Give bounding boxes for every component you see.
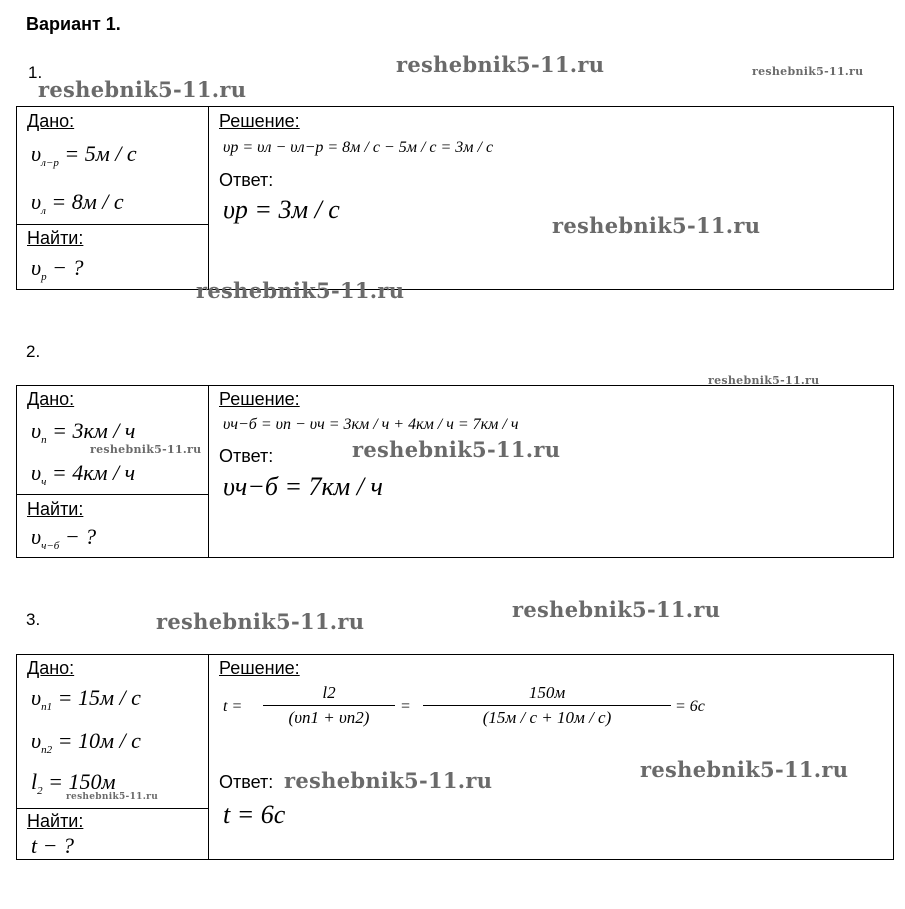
watermark: reshebnik5-11.ru [284,768,493,793]
answer-equation: υр = 3м / с [223,195,340,224]
watermark: reshebnik5-11.ru [752,65,864,78]
answer-label: Ответ: [219,772,274,792]
given-line: $\upsilon_{л-р} = 5м / с$ [31,141,137,169]
given-line: $l_2 = 150м$ [31,769,116,797]
solution-rhs: = 6с [675,698,705,715]
solution-lhs: t = [223,698,243,715]
problem-number: 1. [28,63,43,82]
solution-label: Решение: [219,389,300,409]
given-line: $\upsilon_{п2} = 10м / с$ [31,728,141,756]
watermark: reshebnik5-11.ru [396,52,605,77]
find-line: $\upsilon_р$ − ? [31,255,84,283]
watermark: reshebnik5-11.ru [90,443,202,456]
solution-label: Решение: [219,658,300,678]
answer-equation: υч−б = 7км / ч [223,472,383,501]
watermark: reshebnik5-11.ru [552,213,761,238]
given-label: Дано: [27,111,75,131]
watermark: reshebnik5-11.ru [512,597,721,622]
problem-1-table [16,106,894,290]
watermark: reshebnik5-11.ru [38,77,247,102]
watermark: reshebnik5-11.ru [352,437,561,462]
watermark: reshebnik5-11.ru [640,757,849,782]
problem-number: 3. [26,610,41,629]
watermark: reshebnik5-11.ru [196,278,405,303]
find-line: $\upsilon_{ч-б}$ − ? [31,524,97,552]
solution-equation: υч−б = υп − υч = 3км / ч + 4км / ч = 7км / ч [223,416,519,433]
answer-label: Ответ: [219,446,274,466]
find-label: Найти: [27,499,84,519]
answer-equation: t = 6с [223,800,286,829]
find-label: Найти: [27,811,84,831]
fraction-time: l2 (υп1 + υп2) [263,683,395,728]
problem-2-table [16,385,894,558]
find-line: t − ? [31,833,74,858]
watermark: reshebnik5-11.ru [66,792,159,802]
given-line: $\upsilon_{п1} = 15м / с$ [31,685,141,713]
fraction-values: 150м (15м / с + 10м / с) [423,683,671,728]
watermark: reshebnik5-11.ru [156,609,365,634]
find-label: Найти: [27,228,84,248]
problem-3-table: Дано: $\upsilon_{п1} = 15м / с$ $\upsilon_{п2} = 10м / с$ $l_2 = 150м$ Найти: t − ? Решение: t = l2 (υп1 + υп2) = 150м (15м / с + 10м / с) = 6с Ответ: t = 6с [16,654,894,860]
page-title: Вариант 1. [26,14,121,34]
problem-number: 2. [26,342,41,361]
answer-label: Ответ: [219,170,274,190]
solution-label: Решение: [219,111,300,131]
solution-equation: υр = υл − υл−р = 8м / с − 5м / с = 3м / с [223,139,494,156]
given-line: $\upsilon_п = 3км / ч$ [31,418,136,446]
given-label: Дано: [27,389,75,409]
given-line: $\upsilon_л = 8м / с$ [31,189,124,217]
given-line: $\upsilon_ч = 4км / ч$ [31,460,136,488]
watermark: reshebnik5-11.ru [708,374,820,387]
given-label: Дано: [27,658,75,678]
